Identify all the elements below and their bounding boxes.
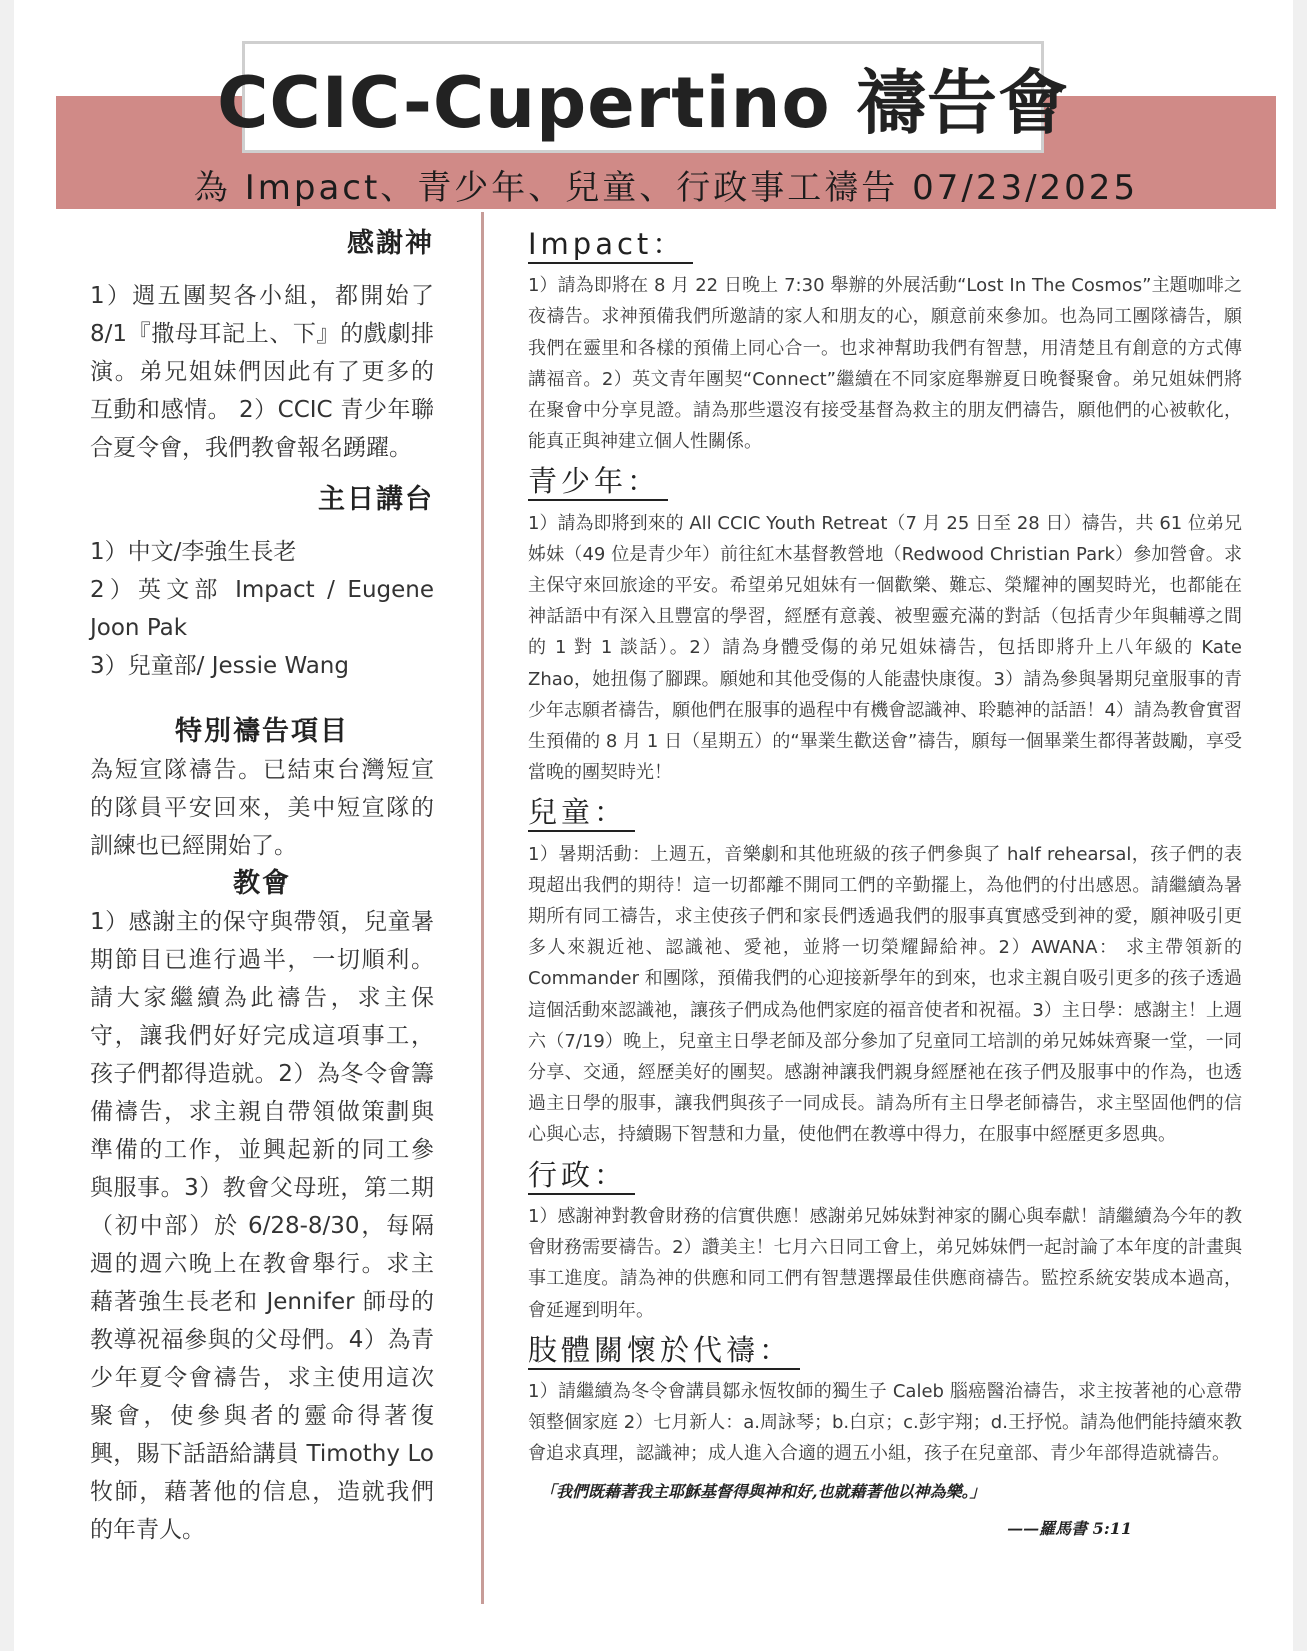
youth-heading: 青少年： bbox=[528, 463, 668, 501]
church-body: 1）感謝主的保守與帶領，兒童暑期節目已進行過半，一切順利。請大家繼續為此禱告，求主保守，讓我們好好完成這項事工，孩子們都得造就。2）為冬令會籌備禱告，求主親自帶領做策劃與準備的工作，並興起新的同工參與服事。3）教會父母班，第二期（初中部）於 6/28-8/30，每隔週的週六晚上在教會舉行。求主藉著強生長老和 Jennifer 師母的教導祝福參與的父母們。4）為青少年夏令會禱告，求主使用這次聚會，使參與者的靈命得著復興，賜下話語給講員 Timothy Lo 牧師，藉著他的信息，造就我們的年青人。 bbox=[90, 909, 434, 1543]
special-heading: 特別禱告項目 bbox=[175, 716, 349, 747]
admin-section bbox=[528, 1157, 1242, 1326]
right-column bbox=[528, 220, 1242, 1544]
impact-body: 1）請為即將在 8 月 22 日晚上 7:30 舉辦的外展活動“Lost In The Cosmos”主題咖啡之夜禱告。求神預備我們所邀請的家人和朋友的心，願意前來參加。也為同工團隊禱告，願我們在靈里和各樣的預備上同心合一。也求神幫助我們有智慧，用清楚且有創意的方式傳講福音。2）英文青年團契“Connect”繼續在不同家庭舉辦夏日晚餐聚會。弟兄姐妹們將在聚會中分享見證。請為那些還沒有接受基督為救主的朋友們禱告，願他們的心被軟化，能真正與神建立個人性關係。 bbox=[528, 275, 1242, 453]
children-section bbox=[528, 794, 1242, 1150]
pulpit-item: 1）中文/李強生長老 bbox=[90, 539, 297, 565]
youth-section bbox=[528, 463, 1242, 788]
pulpit-heading: 主日講台 bbox=[318, 484, 434, 515]
special-body: 為短宣隊禱告。已結束台灣短宣的隊員平安回來，美中短宣隊的訓練也已經開始了。 bbox=[90, 757, 434, 859]
impact-section bbox=[528, 226, 1242, 457]
thanks-heading: 感謝神 bbox=[347, 228, 434, 259]
care-body: 1）請繼續為冬令會講員鄒永恆牧師的獨生子 Caleb 腦癌醫治禱告，求主按著祂的心意帶領整個家庭 2）七月新人：a.周詠琴；b.白京；c.彭宇翔；d.王抒悦。請為他們能持續來教會追求真理，認識神；成人進入合適的週五小組，孩子在兒童部、青少年部得造就禱告。 bbox=[528, 1380, 1242, 1465]
youth-body: 1）請為即將到來的 All CCIC Youth Retreat（7 月 25 日至 28 日）禱告，共 61 位弟兄姊妹（49 位是青少年）前往紅木基督教營地（Redwood Christian Park）參加營會。求主保守來回旅途的平安。希望弟兄姐妹有一個歡樂、難忘、榮耀神的團契時光，也都能在神話語中有深入且豐富的學習，經歷有意義、被聖靈充滿的對話（包括青少年與輔導之間的 1 對 1 談話）。2）請為身體受傷的弟兄姐妹禱告，包括即將升上八年級的 Kate Zhao，她扭傷了腳踝。願她和其他受傷的人能盡快康復。3）請為參與暑期兒童服事的青少年志願者禱告，願他們在服事的過程中有機會認識神、聆聽神的話語！4）請為教會實習生預備的 8 月 1 日（星期五）的“畢業生歡送會”禱告，願每一個畢業生都得著鼓勵，享受當晚的團契時光！ bbox=[528, 512, 1242, 784]
title-box bbox=[217, 41, 1069, 153]
care-section bbox=[528, 1332, 1242, 1544]
thanks-body: 1）週五團契各小組，都開始了8/1『撒母耳記上、下』的戲劇排演。弟兄姐妹們因此有了更多的互動和感情。 2）CCIC 青少年聯合夏令會，我們教會報名踴躍。 bbox=[90, 283, 434, 461]
page-subtitle: 為 Impact、青少年、兒童、行政事工禱告 07/23/2025 bbox=[193, 168, 1139, 208]
children-body: 1）暑期活動：上週五，音樂劇和其他班級的孩子們參與了 half rehearsal，孩子們的表現超出我們的期待！這一切都離不開同工們的辛勤擺上，為他們的付出感恩。請繼續為暑期所有同工禱告，求主使孩子們和家長們透過我們的服事真實感受到神的愛，願神吸引更多人來親近祂、認識祂、愛祂，並將一切榮耀歸給神。2）AWANA： 求主帶領新的 Commander 和團隊，預備我們的心迎接新學年的到來，也求主親自吸引更多的孩子透過這個活動來認識祂，讓孩子們成為他們家庭的福音使者和祝福。3）主日學：感謝主！上週六（7/19）晚上，兒童主日學老師及部分參加了兒童同工培訓的弟兄姊妹齊聚一堂，一同分享、交通，經歷美好的團契。感謝神讓我們親身經歷祂在孩子們及服事中的作為，也透過主日學的服事，讓我們與孩子一同成長。請為所有主日學老師禱告，求主堅固他們的信心與心志，持續賜下智慧和力量，使他們在教導中得力，在服事中經歷更多恩典。 bbox=[528, 843, 1242, 1146]
admin-heading: 行政： bbox=[528, 1157, 635, 1195]
church-heading: 教會 bbox=[233, 868, 291, 899]
page-title: CCIC-Cupertino 禱告會 bbox=[217, 61, 1069, 144]
care-heading: 肢體關懷於代禱： bbox=[528, 1332, 800, 1370]
admin-body: 1）感謝神對教會財務的信實供應！感謝弟兄姊妹對神家的關心與奉獻！請繼續為今年的教會財務需要禱告。2）讚美主！七月六日同工會上，弟兄姊妹們一起討論了本年度的計畫與事工進度。請為神的供應和同工們有智慧選擇最佳供應商禱告。監控系統安裝成本過高，會延遲到明年。 bbox=[528, 1205, 1242, 1321]
column-divider bbox=[481, 212, 484, 1604]
scripture-reference: ——羅馬書 5:11 bbox=[1007, 1518, 1132, 1538]
left-column bbox=[90, 225, 434, 1549]
bulletin-page bbox=[14, 0, 1293, 1651]
impact-heading: Impact： bbox=[528, 226, 693, 264]
children-heading: 兒童： bbox=[528, 794, 635, 832]
pulpit-item: 2）英文部 Impact / Eugene Joon Pak bbox=[90, 577, 434, 641]
scripture-quote: 「我們既藉著我主耶穌基督得與神和好,也就藉著他以神為樂。」 bbox=[540, 1481, 986, 1501]
pulpit-item: 3）兒童部/ Jessie Wang bbox=[90, 653, 349, 679]
